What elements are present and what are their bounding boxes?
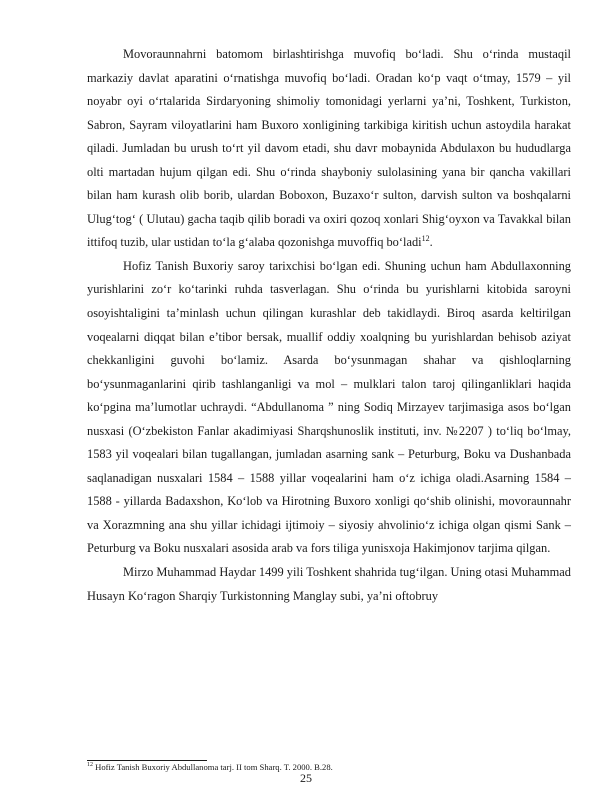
document-body (87, 43, 571, 608)
page-number: 25 (300, 771, 312, 785)
paragraph-1-end: . (429, 235, 433, 250)
paragraph-3: Mirzo Muhammad Haydar 1499 yili Toshkent shahrida tug‘ilgan. Uning otasi Muhammad Husayn Ko‘ragon Sharqiy Turkistonning Manglay subi, ya’ni oftobruy (87, 565, 571, 603)
paragraph-2: Hofiz Tanish Buxoriy saroy tarixchisi bo‘lgan edi. Shuning uchun ham Abdullaxonning yurishlarini zo‘r ko‘tarinki ruhda tasverlagan. Shu o‘rinda bu yurishlarni kitobida saroyni osoyishtaligini ta’minlash uchun qilingan kurashlar deb takidlaydi. Biroq asarda keltirilgan voqealarni diqqat bilan e’tibor bersak, muallif oddiy xoalqning bu yurishlardan behisob aziyat chekkanligini guvohi bo‘lamiz. Asarda bo‘ysunmagan shahar va qishloqlarning bo‘ysunmaganlarini qirib tashlanganligi va mol – mulklari talon taroj qilinganliklari haqida ko‘pgina ma’lumotlar uchraydi. “Abdullanoma ” ning Sodiq Mirzayev tarjimasiga asos bo‘lgan nusxasi (O‘zbekiston Fanlar akadimiyasi Sharqshunoslik instituti, inv. №2207 ) to‘liq bo‘lmay, 1583 yil voqealari bilan tugallangan, jumladan asarning sank – Peturburg, Boku va Dushanbada saqlanadigan nusxalari 1584 – 1588 yillar voqealarini ham o‘z ichiga oladi.Asarning 1584 – 1588 - yillarda Badaxshon, Ko‘lob va Hirotning Buxoro xonligi qo‘shib olinishi, movoraunnahr va Xorazmning ana shu yillar ichidagi ijtimoiy – siyosiy ahvolinio‘z ichiga olgan qismi Sank – Peturburg va Boku nusxalari asosida arab va fors tiliga yunisxoja Hakimjonov tarjima qilgan. (87, 258, 571, 556)
footnote-reference[interactable]: 12 (421, 234, 430, 244)
footnote-divider (87, 760, 207, 761)
footnote-number: 12 (87, 762, 93, 769)
paragraph-1 (87, 43, 571, 255)
footnote-text: Hofiz Tanish Buxoriy Abdullanoma tarj. II tom Sharq. T. 2000. B.28. (93, 762, 333, 772)
paragraph-1-text: Movoraunnahrni batomom birlashtirishga muvofiq bo‘ladi. Shu o‘rinda mustaqil markaziy davlat aparatini o‘rnatishga muvofiq bo‘ladi. Oradan ko‘p vaqt o‘tmay, 1579 – yil noyabr oyi o‘rtalarida Sirdaryoning shimoliy tomonidagi yerlarni ya’ni, Toshkent, Turkiston, Sabron, Sayram viloyatlarini ham Buxoro xonligining tarkibiga kiritish uchun astoydila harakat qiladi. Jumladan bu urush to‘rt yil davom etadi, shu davr mobaynida Abdulaxon bu hududlarga olti martadan hujum qilgan edi. Shu o‘rinda shayboniy sulolasining yana bir qancha vakillari bilan ham kurash olib borib, ulardan Boboxon, Buzaxo‘r sulton, darvish sulton va boshqalarni Ulug‘tog‘ ( Ulutau) gacha taqib qilib boradi va oxiri qozoq xonlari Shig‘oyxon va Tavakkal bilan ittifoq tuzib, ular ustidan to‘la g‘alaba qozonishga muvoffiq bo‘ladi (87, 47, 571, 250)
